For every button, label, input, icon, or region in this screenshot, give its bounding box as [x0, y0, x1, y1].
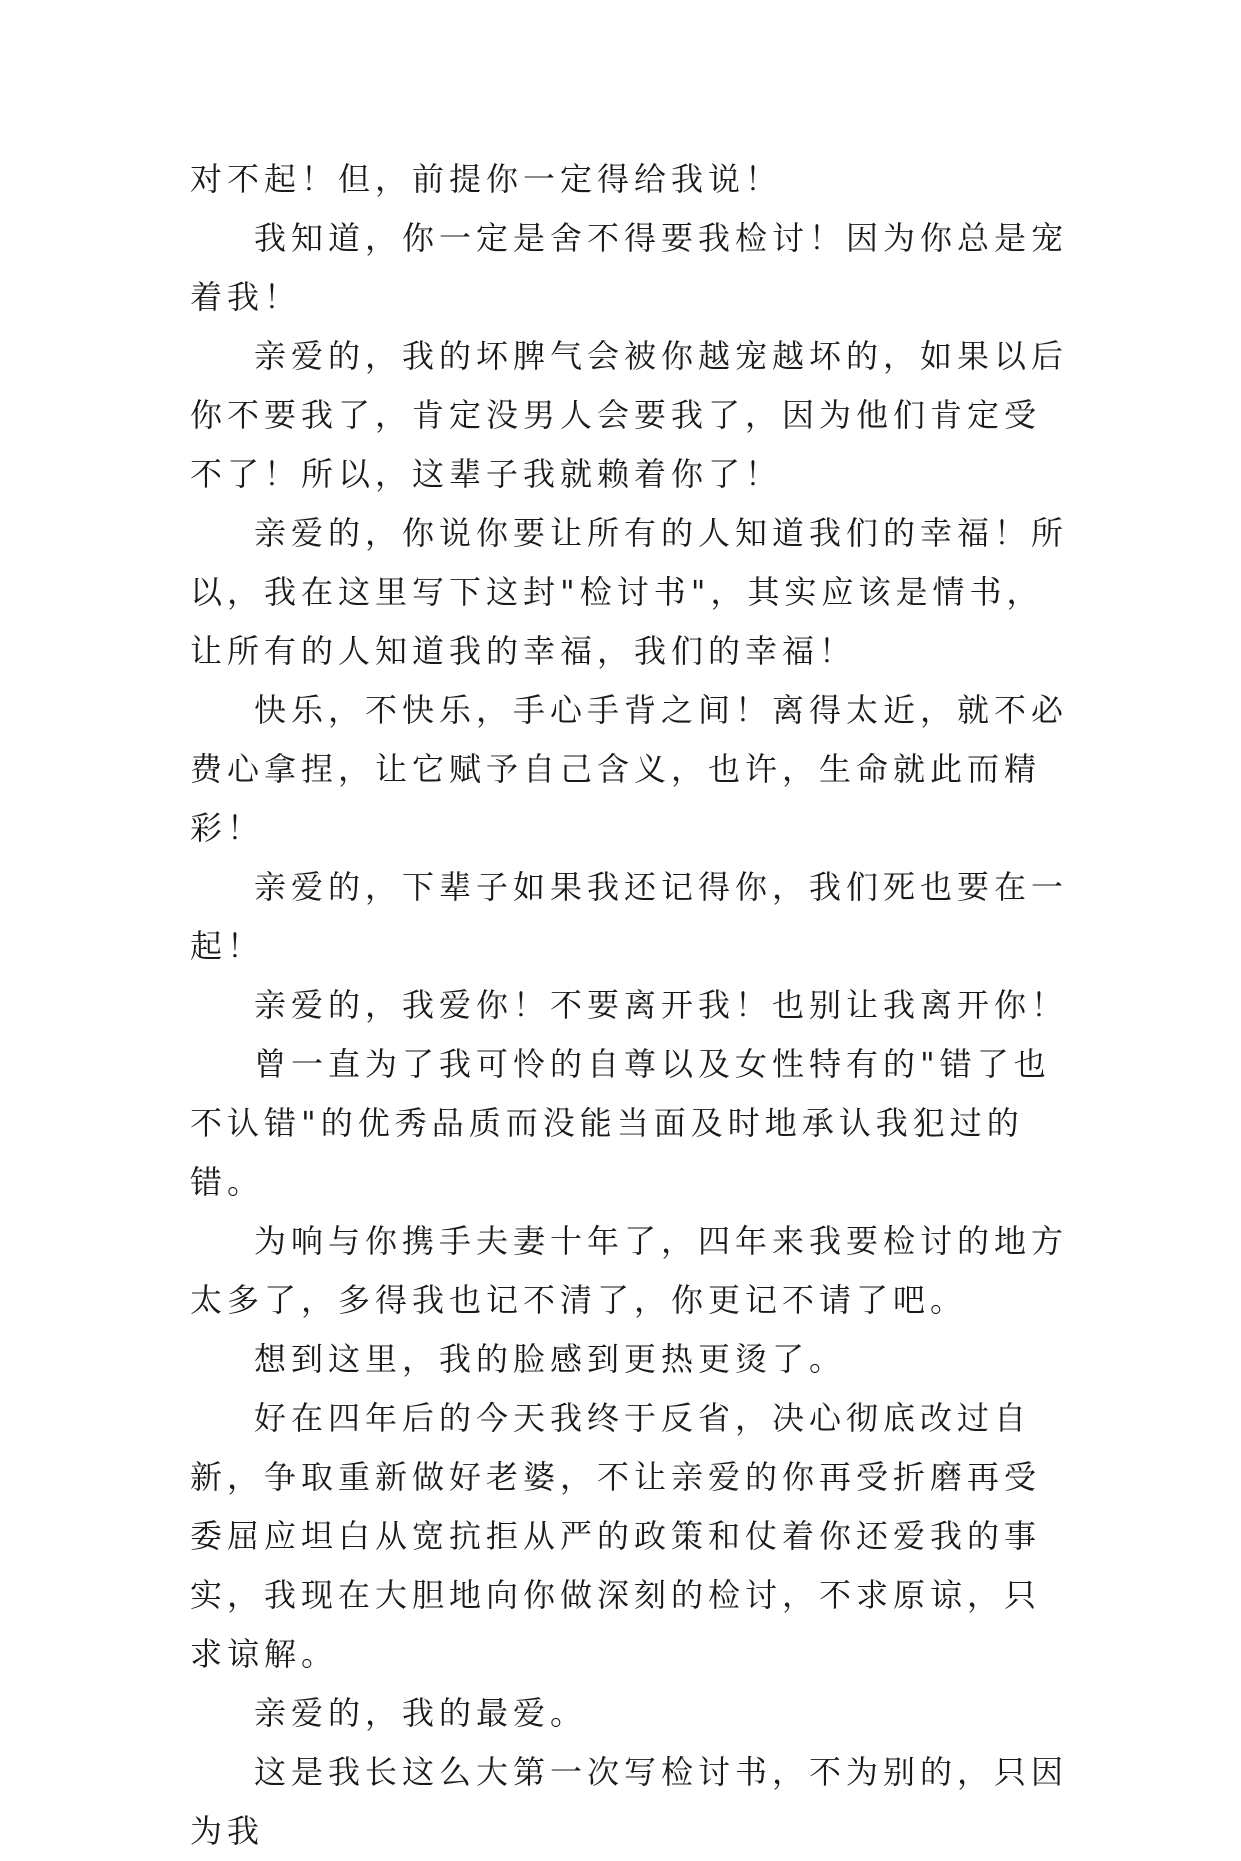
paragraph: 亲爱的，我的坏脾气会被你越宠越坏的，如果以后你不要我了，肯定没男人会要我了，因为他们肯定受不了！所以，这辈子我就赖着你了！ [190, 337, 1069, 493]
paragraph: 对不起！但，前提你一定得给我说！ [190, 160, 783, 198]
paragraph: 好在四年后的今天我终于反省，决心彻底改过自新，争取重新做好老婆，不让亲爱的你再受折磨再受委屈应坦白从宽抗拒从严的政策和仗着你还爱我的事实，我现在大胆地向你做深刻的检讨，不求原谅，只求谅解。 [190, 1399, 1042, 1673]
paragraph: 为响与你携手夫妻十年了，四年来我要检讨的地方太多了，多得我也记不清了，你更记不请了吧。 [190, 1222, 1069, 1319]
paragraph: 亲爱的，我的最爱。 [254, 1694, 588, 1732]
paragraph: 亲爱的，下辈子如果我还记得你，我们死也要在一起！ [190, 868, 1069, 965]
document-body [190, 150, 1070, 1861]
paragraph: 快乐，不快乐，手心手背之间！离得太近，就不必费心拿捏，让它赋予自己含义，也许，生命就此而精彩！ [190, 691, 1069, 847]
paragraph: 这是我长这么大第一次写检讨书，不为别的，只因为我 [190, 1753, 1069, 1850]
paragraph: 亲爱的，我爱你！不要离开我！也别让我离开你！ [254, 986, 1069, 1024]
paragraph: 亲爱的，你说你要让所有的人知道我们的幸福！所以，我在这里写下这封"检讨书"，其实应该是情书，让所有的人知道我的幸福，我们的幸福！ [190, 514, 1069, 670]
paragraph: 我知道，你一定是舍不得要我检讨！因为你总是宠着我！ [190, 219, 1069, 316]
paragraph: 曾一直为了我可怜的自尊以及女性特有的"错了也不认错"的优秀品质而没能当面及时地承认我犯过的错。 [190, 1045, 1051, 1201]
paragraph: 想到这里，我的脸感到更热更烫了。 [254, 1340, 847, 1378]
